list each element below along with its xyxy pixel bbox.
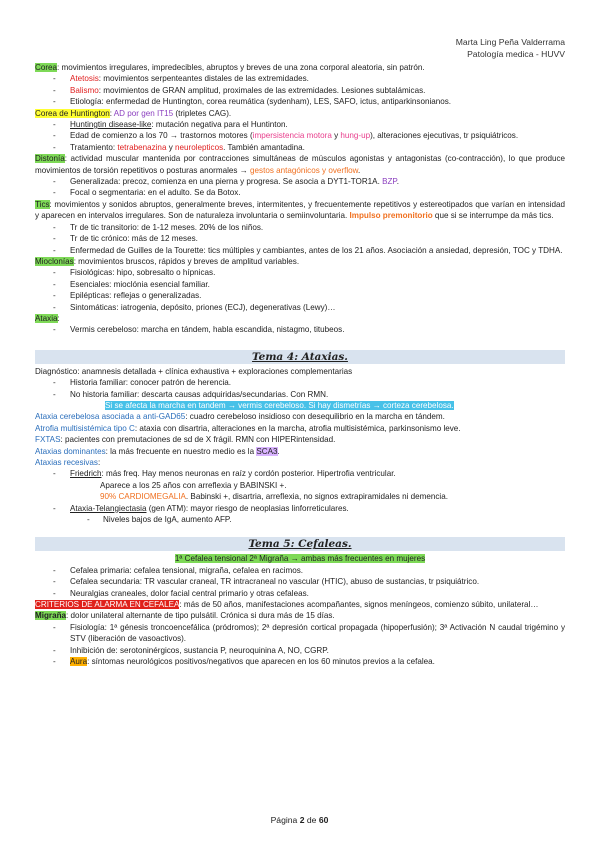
dominantes-line: Ataxias dominantes: la más frecuente en nuestro medio es la SCA3. <box>35 446 280 456</box>
list-item: - Huntingtin disease-like: mutación negativa para el Huntinton. <box>35 119 565 130</box>
list-item: - Cefalea secundaria: TR vascular craneal, TR intracraneal no vascular (HTIC), abuso de sustancias, tr psiquiátrico. <box>35 576 565 587</box>
list-item: - Focal o segmentaria: en el adulto. Se da Botox. <box>35 187 565 198</box>
list-item: - No historia familiar: descarta causas adquiridas/secundarias. Con RMN. <box>35 389 565 400</box>
recesivas-line: Ataxias recesivas: <box>35 458 101 467</box>
list-item: - Esenciales: mioclónia esencial familiar. <box>35 279 565 290</box>
mioclonias-definition: Mioclonías: movimientos bruscos, rápidos y breves de amplitud variables. <box>35 256 300 266</box>
list-item: - Etiología: enfermedad de Huntington, corea reumática (sydenham), LES, SAFO, ictus, antiparkinsonianos. <box>35 96 565 107</box>
list-item: - Friedrich: más freq. Hay menos neuronas en raíz y cordón posterior. Hipertrofia ventricular. <box>35 468 565 479</box>
author-name: Marta Ling Peña Valderrama <box>455 37 565 47</box>
huntington-definition: Corea de Huntington: AD por gen IT15 (tripletes CAG). <box>35 108 232 118</box>
page-footer: Página 2 de 60 <box>270 815 329 825</box>
alarm-criteria: CRITERIOS DE ALARMA EN CEFALEA: más de 50 años, manifestaciones acompañantes, signos meníngeos, comienzo súbito, unilateral… <box>35 600 539 610</box>
list-item: - Atetosis: movimientos serpenteantes distales de las extremidades. <box>35 73 565 84</box>
distonia-definition: Distonía: actividad muscular mantenida por contracciones simultáneas de músculos agonistas y antagonistas (co-contracción), lo que produce movimientos de torsión repetitivos o posturas anormales → gestos antagónicos y overflow. <box>35 154 565 175</box>
list-subitem: 90% CARDIOMEGALIA. Babinski +, disartria, arreflexia, no signos extrapiramidales ni demencia. <box>100 492 448 502</box>
atrofia-line: Atrofia multisistémica tipo C: ataxia con disartria, alteraciones en la marcha, atrofia multisistémica, parkinsonismo leve. <box>35 423 461 433</box>
diagnostico-line: Diagnóstico: anamnesis detallada + clínica exhaustiva + exploraciones complementarias <box>35 366 353 376</box>
tics-definition: Tics: movimientos y sonidos abruptos, generalmente breves, intermitentes, y frecuentemente repetitivos y estereotipados que varían en intensidad y aparecen en intervalos irregulares. Son de naturaleza involuntaria o semiinvoluntaria. Impulso premonitorio que si se interrumpe da más tics. <box>35 199 565 221</box>
migrana-definition: Migraña: dolor unilateral alternante de tipo pulsátil. Crónica si dura más de 15 días. <box>35 611 335 621</box>
page-total: 60 <box>318 815 329 825</box>
list-item: - Tr de tic transitorio: de 1-12 meses. 20% de los niños. <box>35 222 565 233</box>
fxtas-line: FXTAS: pacientes con premutaciones de sd de X frágil. RMN con HIPERintensidad. <box>35 435 336 445</box>
list-item: - Sintomáticas: iatrogenia, depósito, priones (ECJ), degenerativas (Lewy)… <box>35 302 565 313</box>
list-item: - Inhibición de: serotoninérgicos, sustancia P, neuroquinina A, NO, CGRP. <box>35 645 565 656</box>
ataxia-definition: Ataxia: <box>35 313 60 323</box>
list-item: - Fisiológicas: hipo, sobresalto o hípnicas. <box>35 267 565 278</box>
corea-definition: Corea: movimientos irregulares, impredecibles, abruptos y breves de una zona corporal aleatoria, sin patrón. <box>35 63 425 72</box>
list-item: - Ataxia-Telangiectasia (gen ATM): mayor riesgo de neoplasias linforreticulares. <box>35 503 565 514</box>
list-subitem: Aparece a los 25 años con arreflexia y BABINSKI +. <box>100 480 287 490</box>
list-item: - Tr de tic crónico: más de 12 meses. <box>35 233 565 244</box>
list-item: - Fisiología: 1ª génesis troncoencefálica (pródromos); 2ª depresión cortical propagada (hipoperfusión); 3ª Activación N caudal trigémino y STV (liberación de vasoactivos). <box>35 622 565 645</box>
list-subitem: - Niveles bajos de IgA, aumento AFP. <box>35 514 565 525</box>
page-content <box>35 62 565 668</box>
list-item: - Generalizada: precoz, comienza en una pierna y progresa. Se asocia a DYT1-TOR1A. BZP. <box>35 176 565 187</box>
blue-note: Si se afecta la marcha en tandem → vermis cerebeloso. Si hay dismetrías → corteza cerebelosa. <box>105 400 454 410</box>
list-item: - Cefalea primaria: cefalea tensional, migraña, cefalea en racimos. <box>35 565 565 576</box>
list-item: - Historia familiar: conocer patrón de herencia. <box>35 377 565 388</box>
list-item: - Tratamiento: tetrabenazina y neurolepticos. También amantadina. <box>35 142 565 153</box>
section-title-tema4: Tema 4: Ataxias. <box>35 350 565 364</box>
list-item: - Neuralgias craneales, dolor facial central primario y otras cefaleas. <box>35 588 565 599</box>
section-title-tema5: Tema 5: Cefaleas. <box>35 537 565 551</box>
list-item: - Epilépticas: reflejas o generalizadas. <box>35 290 565 301</box>
list-item: - Enfermedad de Guilles de la Tourette: tics múltiples y cambiantes, antes de los 21 años. Asociación a ansiedad, depresión, TOC y TDHA. <box>35 245 565 256</box>
list-item: - Vermis cerebeloso: marcha en tándem, habla escandida, nistagmo, titubeos. <box>35 324 565 335</box>
document-subtitle: Patología medica - HUVV <box>467 49 565 59</box>
list-item: - Edad de comienzo a los 70 → trastornos motores (impersistencia motora y hung-up), alteraciones ejecutivas, tr psiquiátricos. <box>35 130 565 141</box>
page-header <box>456 36 565 60</box>
green-note: 1ª Cefalea tensional 2ª Migraña → ambas más frecuentes en mujeres <box>174 554 426 564</box>
list-item: - Balismo: movimientos de GRAN amplitud, proximales de las extremidades. Lesiones subtalámicas. <box>35 85 565 96</box>
page-number: 2 <box>299 815 305 825</box>
anti-gad-line: Ataxia cerebelosa asociada a anti-GAD65: cuadro cerebeloso insidioso con desequilibrio en la marcha en tándem. <box>35 412 445 422</box>
list-item: - Aura: síntomas neurológicos positivos/negativos que aparecen en los 60 minutos previos a la cefalea. <box>35 656 565 667</box>
